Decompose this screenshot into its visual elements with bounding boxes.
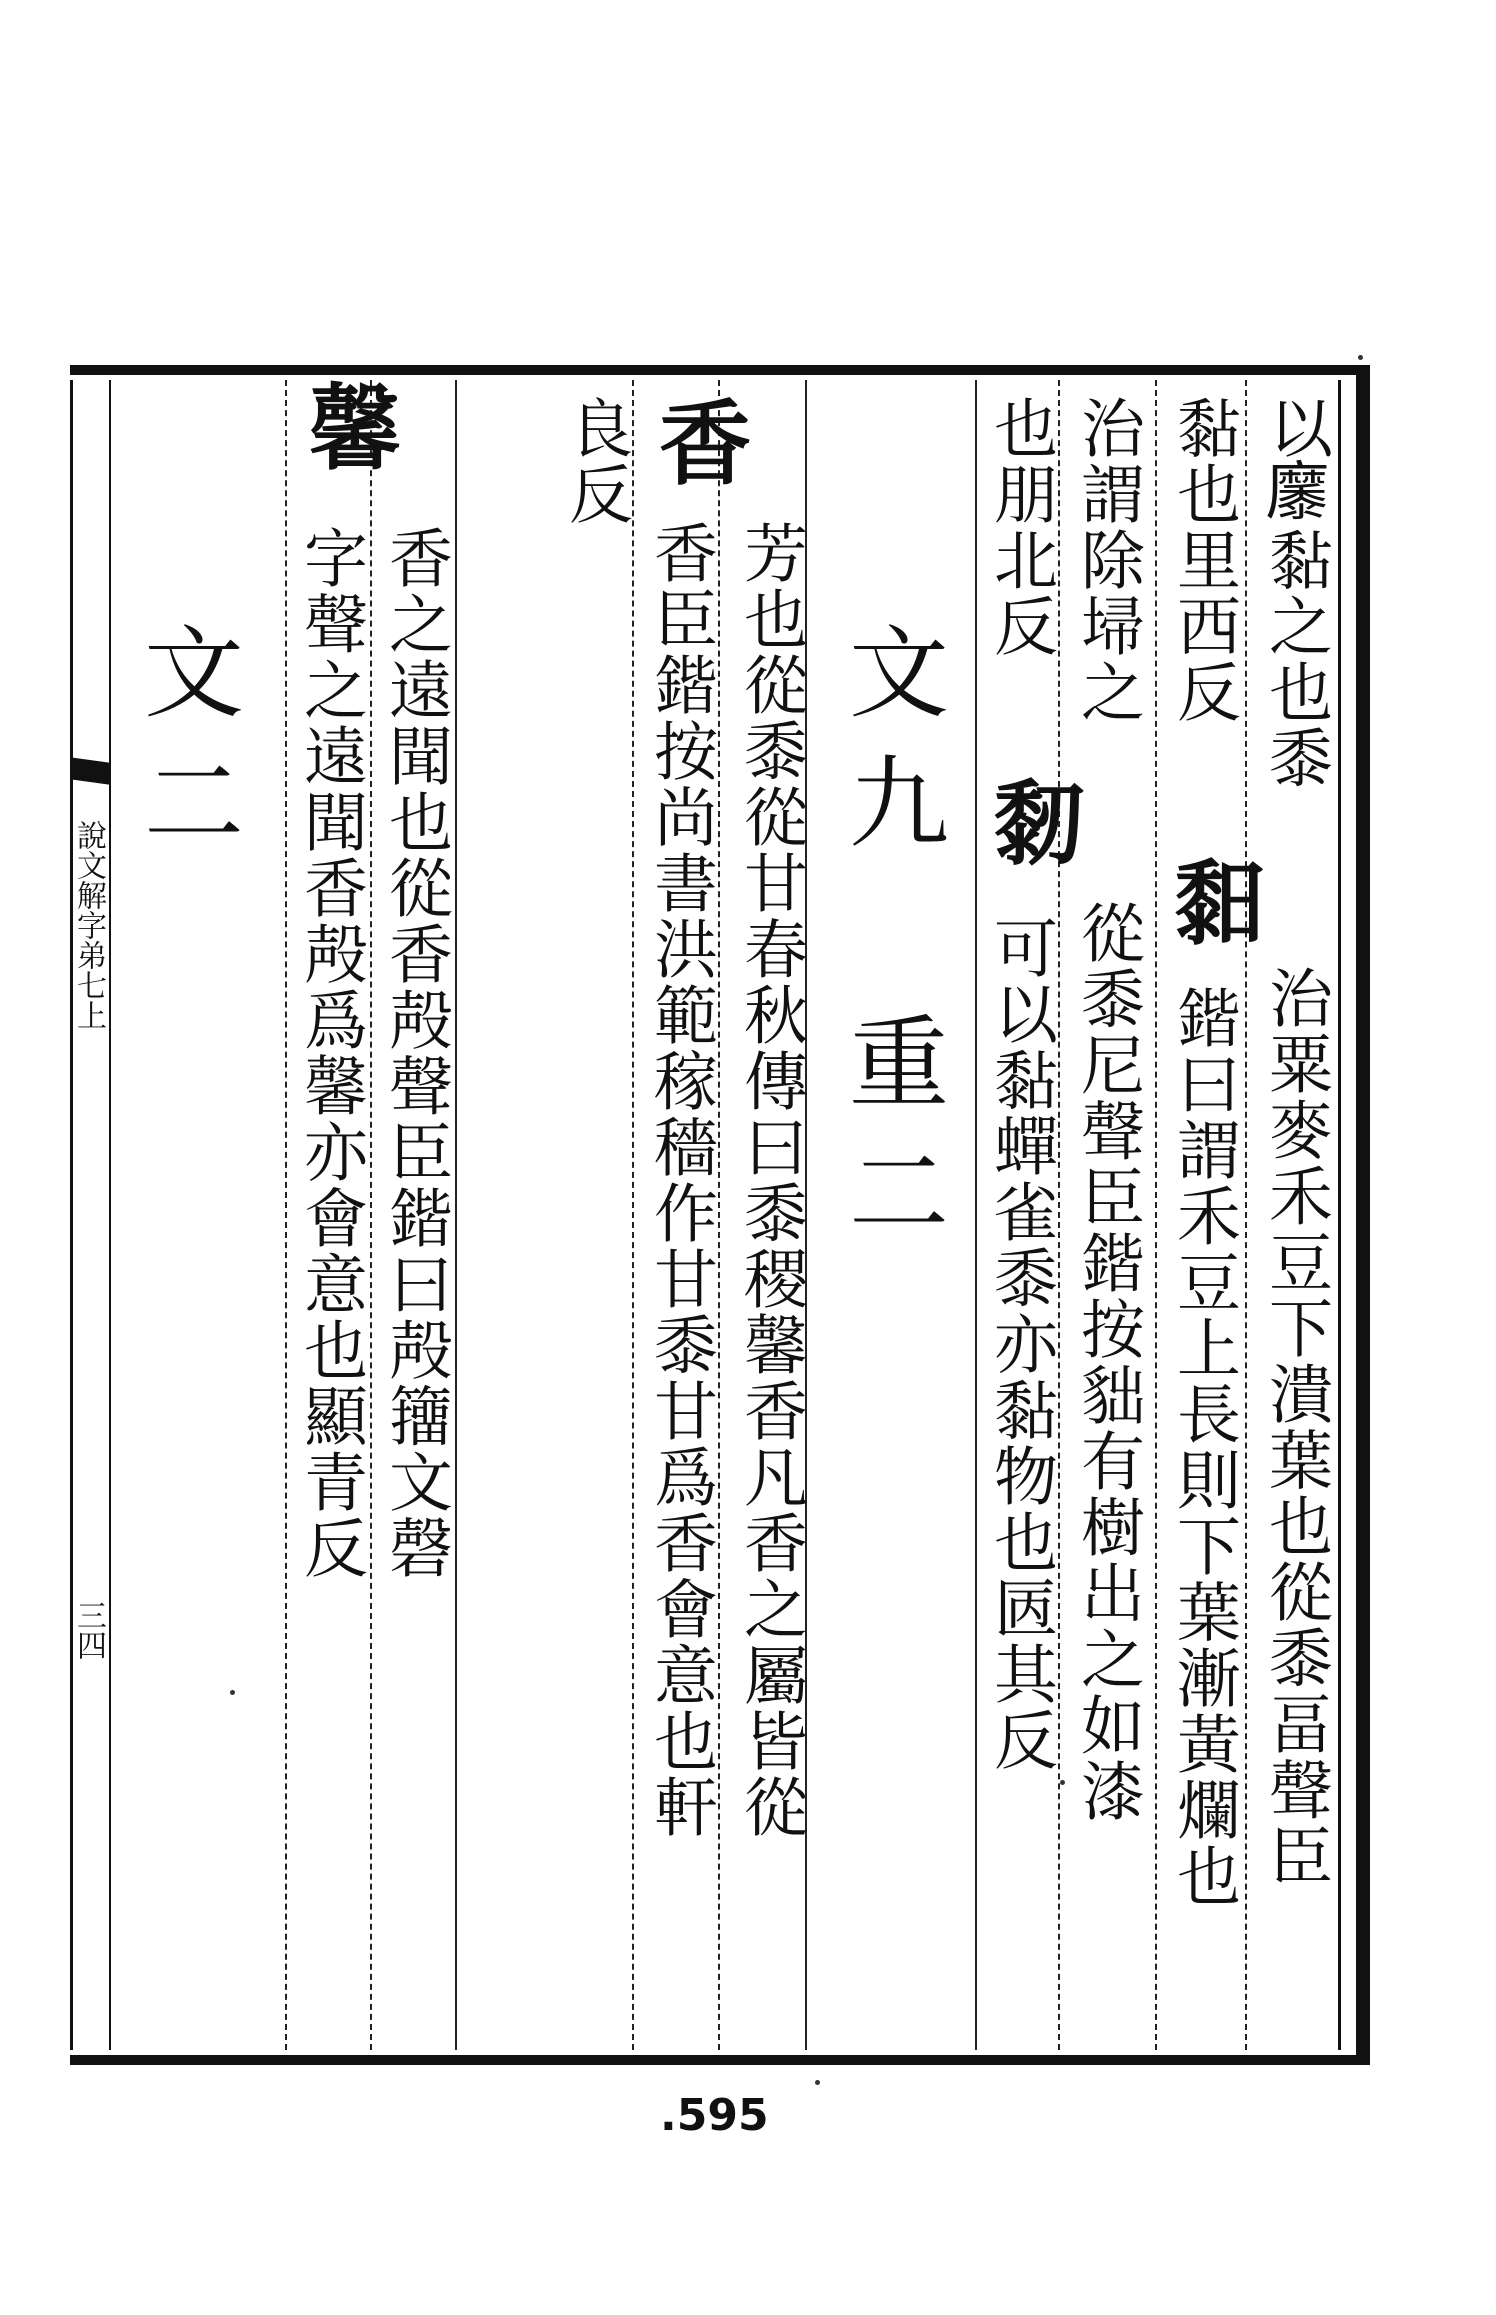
spine-leaf-number: 三四 <box>71 1600 106 1660</box>
column-separator <box>285 380 287 2050</box>
book-spine <box>70 380 111 2050</box>
text-column-3-lower: 從黍尼聲臣鍇按貀有樹出之如漆 <box>1070 900 1144 1824</box>
text-column-2-upper: 黏也里西反 <box>1166 395 1240 725</box>
text-column-2-lower: 鍇曰謂禾豆上長則下葉漸黃爛也 <box>1166 985 1240 1909</box>
column-separator <box>632 380 634 2050</box>
text-column-6: 芳也從黍從甘春秋傳曰黍稷馨香凡香之屬皆從 <box>733 520 807 1840</box>
text-column-8: 良反 <box>558 395 632 527</box>
text-column-4-upper: 也朋北反 <box>983 395 1057 659</box>
text-column-9: 香之遠聞也從香殸聲臣鍇曰殸籒文磬 <box>378 525 452 1581</box>
text-column-10: 字聲之遠聞香殸爲馨亦會意也顯青反 <box>293 525 367 1581</box>
spine-title: 說文解字弟七上 <box>71 820 106 1030</box>
text-column-4-lower: 可以黏蟬雀黍亦黏物也㔷其反 <box>983 915 1057 1773</box>
speck <box>815 2080 820 2085</box>
speck <box>1060 1780 1065 1785</box>
column-separator <box>975 380 977 2050</box>
text-column-1-upper: 以𪎭黏之也黍 <box>1258 395 1332 791</box>
seal-character-2: 䵑 <box>979 775 1087 859</box>
column-separator <box>1058 380 1060 2050</box>
speck <box>1358 355 1363 360</box>
text-column-3-upper: 治謂除埽之 <box>1070 395 1144 725</box>
page-number: .595 <box>660 2090 769 2141</box>
frame-top-rule <box>70 365 1370 375</box>
column-separator <box>718 380 720 2050</box>
frame-bottom-rule <box>70 2055 1370 2065</box>
character-count-note: 文九 重二 <box>832 620 949 1270</box>
seal-character-3: 香 <box>644 395 752 479</box>
character-count-note-2: 文二 <box>127 620 244 880</box>
column-separator <box>1155 380 1157 2050</box>
seal-character-1: 䵒 <box>1159 855 1267 939</box>
column-separator <box>455 380 457 2050</box>
text-column-7: 香臣鍇按尚書洪範稼穡作甘黍甘爲香會意也軒 <box>643 520 717 1840</box>
speck <box>230 1690 235 1695</box>
text-column-1-lower: 治粟麥禾豆下潰葉也從黍畐聲臣 <box>1258 965 1332 1889</box>
frame-right-thin-rule <box>1338 380 1341 2050</box>
column-separator <box>1245 380 1247 2050</box>
seal-character-4: 馨 <box>294 380 402 464</box>
frame-right-thick-rule <box>1356 365 1370 2065</box>
column-separator <box>370 380 372 2050</box>
